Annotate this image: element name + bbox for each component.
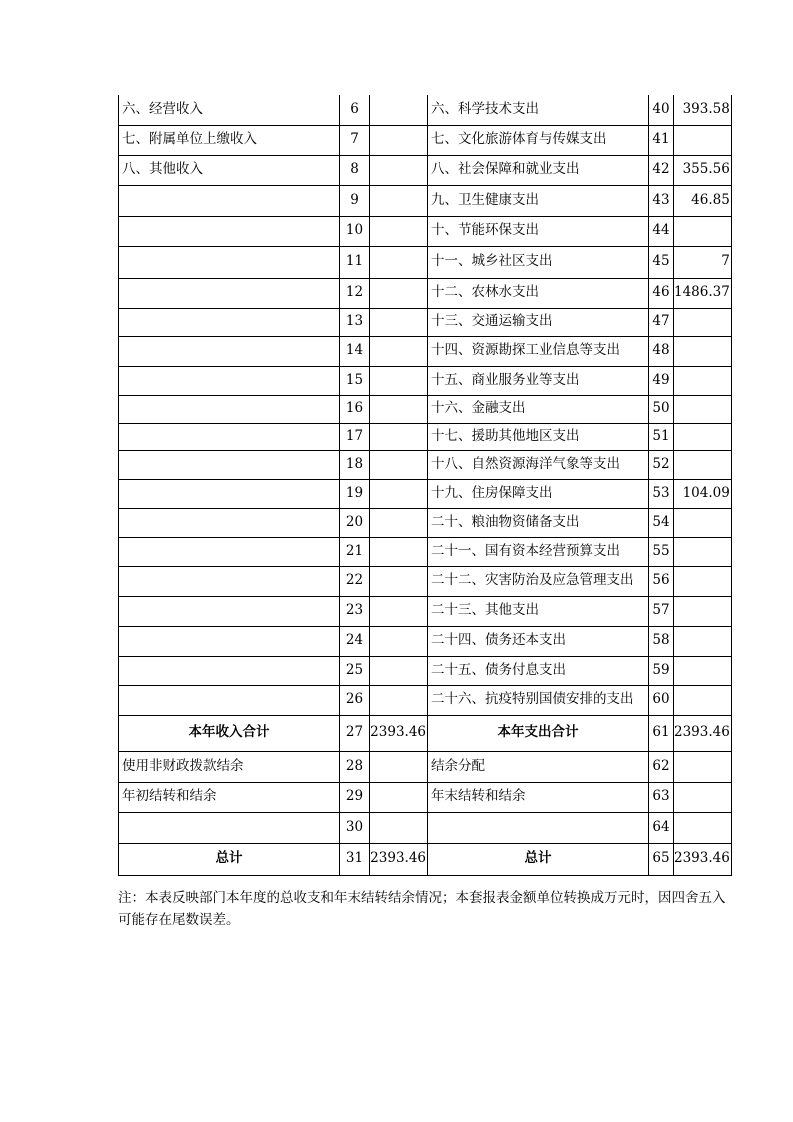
expense-line-no-cell: 51 bbox=[649, 423, 674, 450]
income-line-no-cell: 10 bbox=[340, 216, 370, 246]
income-amount-cell bbox=[370, 812, 428, 843]
expense-line-no-cell: 43 bbox=[649, 185, 674, 216]
income-amount-cell bbox=[370, 423, 428, 450]
income-item-cell bbox=[119, 626, 340, 656]
expense-item-cell: 八、社会保障和就业支出 bbox=[428, 155, 649, 185]
expense-amount-cell bbox=[674, 537, 732, 566]
income-amount-cell bbox=[370, 308, 428, 336]
income-line-no-cell: 20 bbox=[340, 508, 370, 537]
income-amount-cell: 2393.46 bbox=[370, 715, 428, 751]
table-row bbox=[119, 395, 732, 423]
expense-amount-cell: 393.58 bbox=[674, 95, 732, 125]
expense-item-cell: 二十、粮油物资储备支出 bbox=[428, 508, 649, 537]
income-amount-cell bbox=[370, 395, 428, 423]
income-line-no-cell: 6 bbox=[340, 95, 370, 125]
income-line-no-cell: 28 bbox=[340, 751, 370, 782]
income-line-no-cell: 8 bbox=[340, 155, 370, 185]
expense-item-cell: 二十二、灾害防治及应急管理支出 bbox=[428, 566, 649, 596]
table-row bbox=[119, 450, 732, 479]
table-row bbox=[119, 155, 732, 185]
expense-item-cell: 本年支出合计 bbox=[428, 715, 649, 751]
expense-amount-cell bbox=[674, 125, 732, 155]
income-item-cell bbox=[119, 185, 340, 216]
expense-item-cell: 六、科学技术支出 bbox=[428, 95, 649, 125]
expense-amount-cell: 104.09 bbox=[674, 479, 732, 508]
expense-amount-cell bbox=[674, 508, 732, 537]
expense-line-no-cell: 60 bbox=[649, 685, 674, 715]
income-item-cell: 八、其他收入 bbox=[119, 155, 340, 185]
expense-line-no-cell: 40 bbox=[649, 95, 674, 125]
table-row bbox=[119, 566, 732, 596]
income-amount-cell bbox=[370, 596, 428, 626]
income-amount-cell bbox=[370, 366, 428, 395]
income-amount-cell bbox=[370, 216, 428, 246]
expense-line-no-cell: 62 bbox=[649, 751, 674, 782]
income-line-no-cell: 14 bbox=[340, 336, 370, 366]
income-item-cell bbox=[119, 537, 340, 566]
income-expense-table bbox=[118, 95, 732, 876]
income-amount-cell bbox=[370, 155, 428, 185]
income-item-cell bbox=[119, 278, 340, 308]
expense-item-cell: 十三、交通运输支出 bbox=[428, 308, 649, 336]
expense-amount-cell bbox=[674, 216, 732, 246]
expense-item-cell: 总计 bbox=[428, 843, 649, 875]
expense-item-cell: 二十四、债务还本支出 bbox=[428, 626, 649, 656]
table-row bbox=[119, 185, 732, 216]
table-row bbox=[119, 278, 732, 308]
income-item-cell: 本年收入合计 bbox=[119, 715, 340, 751]
expense-line-no-cell: 57 bbox=[649, 596, 674, 626]
income-amount-cell bbox=[370, 185, 428, 216]
expense-amount-cell bbox=[674, 782, 732, 812]
income-item-cell bbox=[119, 479, 340, 508]
income-amount-cell bbox=[370, 656, 428, 685]
income-amount-cell bbox=[370, 95, 428, 125]
income-amount-cell bbox=[370, 336, 428, 366]
expense-line-no-cell: 49 bbox=[649, 366, 674, 395]
income-amount-cell bbox=[370, 751, 428, 782]
expense-item-cell: 十八、自然资源海洋气象等支出 bbox=[428, 450, 649, 479]
table-row bbox=[119, 537, 732, 566]
table-body bbox=[119, 95, 732, 875]
income-line-no-cell: 11 bbox=[340, 246, 370, 278]
income-amount-cell bbox=[370, 566, 428, 596]
income-amount-cell bbox=[370, 508, 428, 537]
income-line-no-cell: 24 bbox=[340, 626, 370, 656]
income-line-no-cell: 7 bbox=[340, 125, 370, 155]
table-row bbox=[119, 751, 732, 782]
income-amount-cell: 2393.46 bbox=[370, 843, 428, 875]
income-line-no-cell: 22 bbox=[340, 566, 370, 596]
table-row bbox=[119, 423, 732, 450]
expense-item-cell bbox=[428, 812, 649, 843]
income-item-cell bbox=[119, 366, 340, 395]
income-item-cell bbox=[119, 596, 340, 626]
income-item-cell bbox=[119, 508, 340, 537]
income-line-no-cell: 29 bbox=[340, 782, 370, 812]
expense-line-no-cell: 64 bbox=[649, 812, 674, 843]
table-row bbox=[119, 336, 732, 366]
table-row bbox=[119, 715, 732, 751]
income-line-no-cell: 15 bbox=[340, 366, 370, 395]
expense-line-no-cell: 45 bbox=[649, 246, 674, 278]
expense-amount-cell bbox=[674, 423, 732, 450]
income-item-cell bbox=[119, 336, 340, 366]
expense-amount-cell: 1486.37 bbox=[674, 278, 732, 308]
expense-amount-cell bbox=[674, 336, 732, 366]
expense-line-no-cell: 58 bbox=[649, 626, 674, 656]
expense-amount-cell bbox=[674, 450, 732, 479]
income-item-cell bbox=[119, 656, 340, 685]
expense-line-no-cell: 54 bbox=[649, 508, 674, 537]
income-line-no-cell: 17 bbox=[340, 423, 370, 450]
income-line-no-cell: 19 bbox=[340, 479, 370, 508]
expense-line-no-cell: 56 bbox=[649, 566, 674, 596]
expense-line-no-cell: 61 bbox=[649, 715, 674, 751]
expense-amount-cell: 355.56 bbox=[674, 155, 732, 185]
income-item-cell bbox=[119, 812, 340, 843]
expense-line-no-cell: 53 bbox=[649, 479, 674, 508]
table-row bbox=[119, 95, 732, 125]
income-item-cell: 使用非财政拨款结余 bbox=[119, 751, 340, 782]
expense-line-no-cell: 46 bbox=[649, 278, 674, 308]
expense-item-cell: 二十一、国有资本经营预算支出 bbox=[428, 537, 649, 566]
income-amount-cell bbox=[370, 685, 428, 715]
table-row bbox=[119, 782, 732, 812]
income-item-cell: 七、附属单位上缴收入 bbox=[119, 125, 340, 155]
expense-item-cell: 二十五、债务付息支出 bbox=[428, 656, 649, 685]
income-amount-cell bbox=[370, 450, 428, 479]
income-item-cell bbox=[119, 566, 340, 596]
income-item-cell: 六、经营收入 bbox=[119, 95, 340, 125]
expense-item-cell: 十二、农林水支出 bbox=[428, 278, 649, 308]
table-row bbox=[119, 843, 732, 875]
expense-item-cell: 十六、金融支出 bbox=[428, 395, 649, 423]
expense-amount-cell bbox=[674, 308, 732, 336]
expense-item-cell: 十四、资源勘探工业信息等支出 bbox=[428, 336, 649, 366]
expense-item-cell: 十一、城乡社区支出 bbox=[428, 246, 649, 278]
expense-item-cell: 二十六、抗疫特别国债安排的支出 bbox=[428, 685, 649, 715]
income-line-no-cell: 21 bbox=[340, 537, 370, 566]
expense-item-cell: 十九、住房保障支出 bbox=[428, 479, 649, 508]
expense-item-cell: 结余分配 bbox=[428, 751, 649, 782]
expense-line-no-cell: 42 bbox=[649, 155, 674, 185]
income-item-cell: 年初结转和结余 bbox=[119, 782, 340, 812]
income-item-cell bbox=[119, 423, 340, 450]
income-line-no-cell: 26 bbox=[340, 685, 370, 715]
income-line-no-cell: 12 bbox=[340, 278, 370, 308]
expense-line-no-cell: 41 bbox=[649, 125, 674, 155]
expense-line-no-cell: 47 bbox=[649, 308, 674, 336]
expense-amount-cell bbox=[674, 395, 732, 423]
expense-item-cell: 十五、商业服务业等支出 bbox=[428, 366, 649, 395]
income-line-no-cell: 18 bbox=[340, 450, 370, 479]
income-line-no-cell: 23 bbox=[340, 596, 370, 626]
expense-amount-cell bbox=[674, 656, 732, 685]
table-row bbox=[119, 812, 732, 843]
income-item-cell: 总计 bbox=[119, 843, 340, 875]
expense-line-no-cell: 65 bbox=[649, 843, 674, 875]
expense-line-no-cell: 52 bbox=[649, 450, 674, 479]
table-row bbox=[119, 479, 732, 508]
income-amount-cell bbox=[370, 782, 428, 812]
expense-amount-cell bbox=[674, 751, 732, 782]
income-item-cell bbox=[119, 395, 340, 423]
expense-item-cell: 十、节能环保支出 bbox=[428, 216, 649, 246]
expense-amount-cell bbox=[674, 596, 732, 626]
income-item-cell bbox=[119, 216, 340, 246]
expense-item-cell: 十七、援助其他地区支出 bbox=[428, 423, 649, 450]
income-amount-cell bbox=[370, 278, 428, 308]
table-row bbox=[119, 626, 732, 656]
table-row bbox=[119, 125, 732, 155]
expense-line-no-cell: 48 bbox=[649, 336, 674, 366]
table-row bbox=[119, 596, 732, 626]
expense-amount-cell: 2393.46 bbox=[674, 715, 732, 751]
table-row bbox=[119, 308, 732, 336]
income-amount-cell bbox=[370, 125, 428, 155]
expense-amount-cell bbox=[674, 626, 732, 656]
footnote: 注：本表反映部门本年度的总收支和年末结转结余情况；本套报表金额单位转换成万元时，因四舍五入可能存在尾数误差。 bbox=[118, 890, 726, 928]
income-line-no-cell: 25 bbox=[340, 656, 370, 685]
expense-amount-cell: 46.85 bbox=[674, 185, 732, 216]
expense-line-no-cell: 55 bbox=[649, 537, 674, 566]
income-line-no-cell: 30 bbox=[340, 812, 370, 843]
expense-amount-cell bbox=[674, 685, 732, 715]
income-item-cell bbox=[119, 308, 340, 336]
table-row bbox=[119, 216, 732, 246]
table-row bbox=[119, 366, 732, 395]
income-line-no-cell: 16 bbox=[340, 395, 370, 423]
expense-item-cell: 二十三、其他支出 bbox=[428, 596, 649, 626]
table-row bbox=[119, 508, 732, 537]
table-row bbox=[119, 246, 732, 278]
income-line-no-cell: 31 bbox=[340, 843, 370, 875]
expense-item-cell: 年末结转和结余 bbox=[428, 782, 649, 812]
income-line-no-cell: 13 bbox=[340, 308, 370, 336]
expense-item-cell: 九、卫生健康支出 bbox=[428, 185, 649, 216]
expense-amount-cell: 7 bbox=[674, 246, 732, 278]
table-row bbox=[119, 656, 732, 685]
income-amount-cell bbox=[370, 246, 428, 278]
expense-line-no-cell: 44 bbox=[649, 216, 674, 246]
expense-amount-cell bbox=[674, 566, 732, 596]
expense-amount-cell bbox=[674, 812, 732, 843]
expense-line-no-cell: 59 bbox=[649, 656, 674, 685]
income-amount-cell bbox=[370, 537, 428, 566]
expense-amount-cell bbox=[674, 366, 732, 395]
table-row bbox=[119, 685, 732, 715]
income-line-no-cell: 9 bbox=[340, 185, 370, 216]
expense-line-no-cell: 63 bbox=[649, 782, 674, 812]
income-line-no-cell: 27 bbox=[340, 715, 370, 751]
income-item-cell bbox=[119, 685, 340, 715]
expense-item-cell: 七、文化旅游体育与传媒支出 bbox=[428, 125, 649, 155]
income-amount-cell bbox=[370, 479, 428, 508]
expense-line-no-cell: 50 bbox=[649, 395, 674, 423]
income-item-cell bbox=[119, 246, 340, 278]
expense-amount-cell: 2393.46 bbox=[674, 843, 732, 875]
income-amount-cell bbox=[370, 626, 428, 656]
income-item-cell bbox=[119, 450, 340, 479]
